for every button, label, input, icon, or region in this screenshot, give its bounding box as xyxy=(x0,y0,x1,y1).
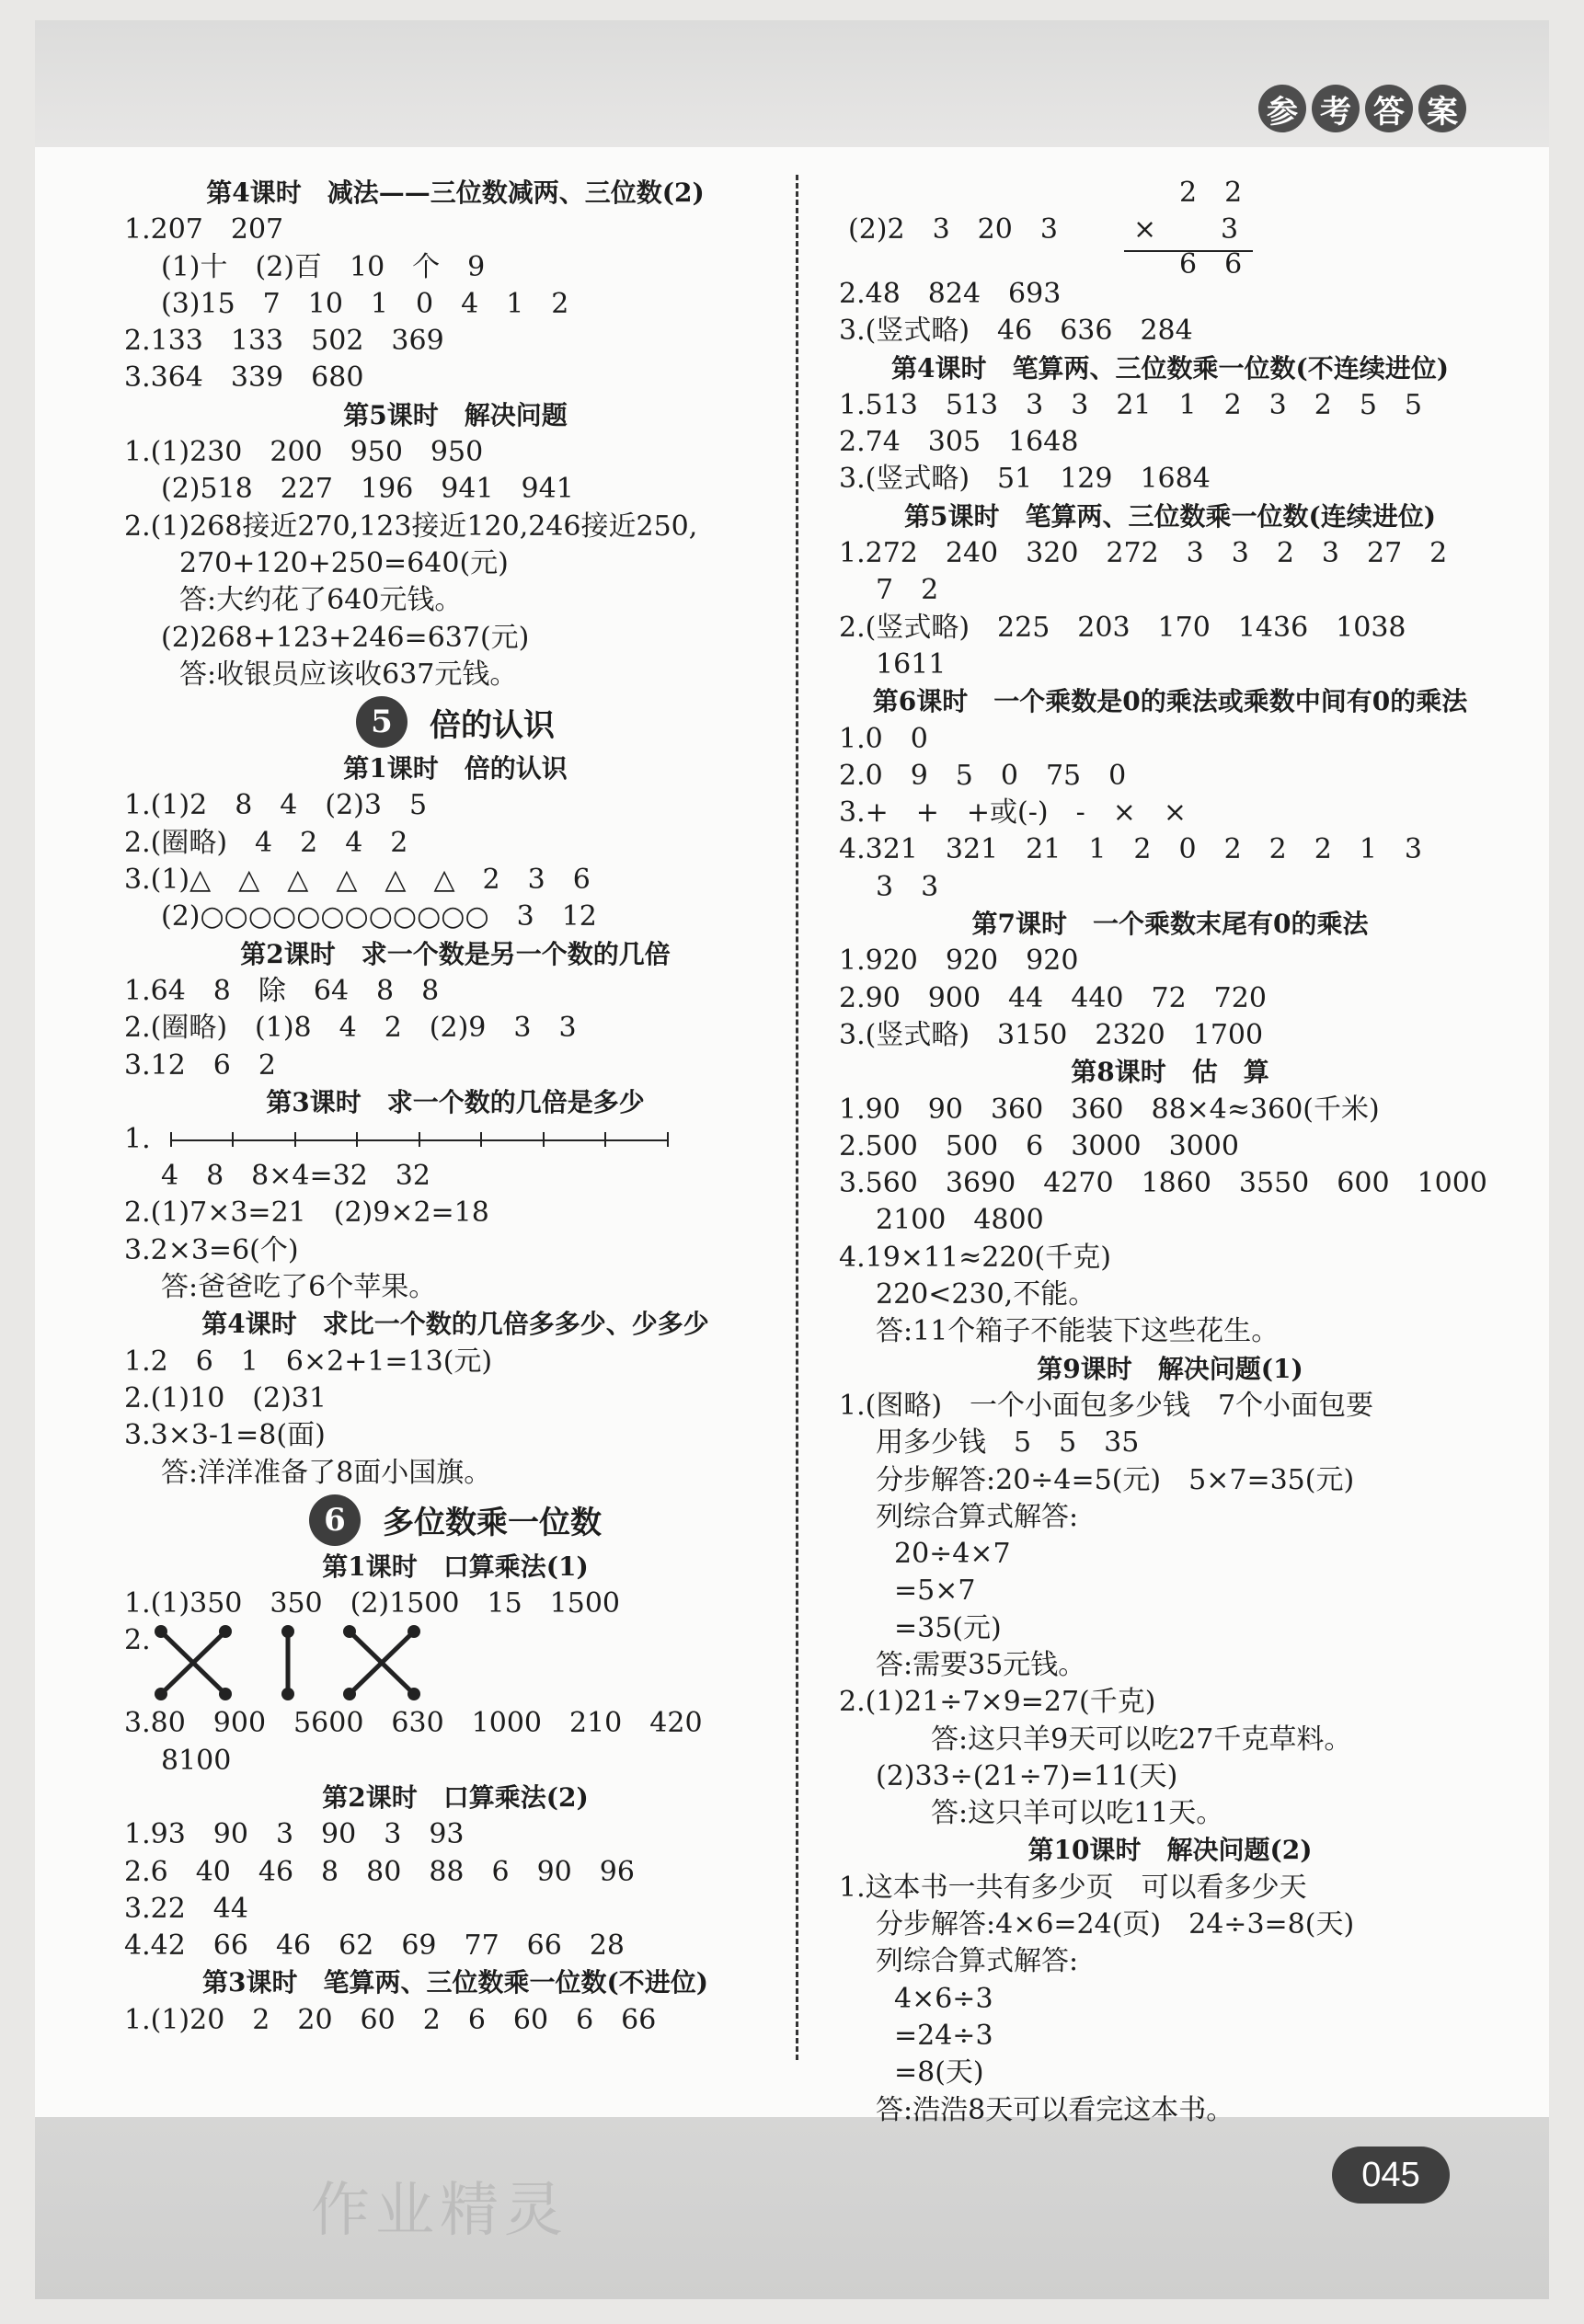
watermark: 作业精灵 xyxy=(311,2177,568,2245)
answer-line: 4 8 8×4=32 32 xyxy=(161,1160,430,1193)
number-line-tick xyxy=(543,1132,545,1147)
answer-line: 2.(1)10 (2)31 xyxy=(124,1381,327,1414)
number-line-tick xyxy=(170,1132,172,1147)
calc-top: 2 2 xyxy=(1179,177,1243,209)
calc-operator: × xyxy=(1133,213,1157,246)
answer-line: 3.22 44 xyxy=(124,1892,248,1925)
lesson-heading: 第4课时 减法——三位数减两、三位数(2) xyxy=(206,177,705,208)
answer-line: 2.0 9 5 0 75 0 xyxy=(839,759,1127,792)
answer-line: 1.0 0 xyxy=(839,722,928,755)
answer-line: 1.(1)2 8 4 (2)3 5 xyxy=(124,789,428,822)
answer-line: 2.90 900 44 440 72 720 xyxy=(839,981,1267,1014)
unit-title-5 xyxy=(124,693,786,750)
question-label: 1. xyxy=(124,1123,151,1156)
answer-line: 2.(1)268接近270,123接近120,246接近250, xyxy=(124,509,698,543)
answer-line: (2)33÷(21÷7)=11(天) xyxy=(876,1759,1178,1792)
answer-line: 1.513 513 3 3 21 1 2 3 2 5 5 xyxy=(839,388,1423,421)
answer-line: (3)15 7 10 1 0 4 1 2 xyxy=(161,287,569,320)
answer-line: 1.920 920 920 xyxy=(839,944,1079,978)
answer-line: 分步解答:20÷4=5(元) 5×7=35(元) xyxy=(876,1463,1355,1496)
lesson-heading: 第9课时 解决问题(1) xyxy=(1037,1353,1303,1384)
answer-line: 答:收银员应该收637元钱。 xyxy=(179,658,518,691)
answer-line: 2.133 133 502 369 xyxy=(124,325,444,358)
answer-line: =24÷3 xyxy=(894,2019,993,2052)
answer-line: 1.2 6 1 6×2+1=13(元) xyxy=(124,1345,493,1378)
answer-line: 1.(1)20 2 20 60 2 6 60 6 66 xyxy=(124,2003,657,2036)
answer-badge xyxy=(1258,85,1466,132)
answer-line: 答:这只羊9天可以吃27千克草料。 xyxy=(876,1723,1352,1756)
question-label: 2. xyxy=(124,1624,151,1657)
answer-line: 列综合算式解答: xyxy=(876,1500,1079,1533)
unit-title-text: 倍的认识 xyxy=(430,706,555,744)
answer-line: 220<230,不能。 xyxy=(876,1278,1096,1311)
calc-result: 6 6 xyxy=(1179,248,1243,280)
answer-line: 7 2 xyxy=(876,574,939,607)
answer-line: 2.(竖式略) 225 203 170 1436 1038 xyxy=(839,611,1406,644)
calc-prefix: (2)2 3 20 3 xyxy=(848,213,1058,246)
number-line-tick xyxy=(480,1132,482,1147)
answer-line: 答:洋洋准备了8面小国旗。 xyxy=(161,1456,492,1489)
lesson-heading: 第4课时 求比一个数的几倍多多少、少多少 xyxy=(201,1309,709,1340)
answer-line: 1.90 90 360 360 88×4≈360(千米) xyxy=(839,1093,1380,1126)
answer-line: 2.500 500 6 3000 3000 xyxy=(839,1129,1239,1162)
answer-line: 3.80 900 5600 630 1000 210 420 xyxy=(124,1707,703,1740)
lesson-heading: 第5课时 笔算两、三位数乘一位数(连续进位) xyxy=(904,500,1436,532)
answer-line: 3.560 3690 4270 1860 3550 600 1000 xyxy=(839,1167,1487,1200)
answer-line: 3.(竖式略) 46 636 284 xyxy=(839,315,1193,348)
answer-line: 2.74 305 1648 xyxy=(839,426,1079,459)
answer-line: 分步解答:4×6=24(页) 24÷3=8(天) xyxy=(876,1908,1355,1941)
answer-line: 3.(1)△ △ △ △ △ △ 2 3 6 xyxy=(124,864,591,897)
unit-title-6 xyxy=(124,1492,786,1549)
answer-line: 3.3×3-1=8(面) xyxy=(124,1419,326,1452)
answer-line: 1.272 240 320 272 3 3 2 3 27 2 xyxy=(839,537,1448,570)
answer-line: 1611 xyxy=(876,647,947,681)
answer-line: 答:这只羊可以吃11天。 xyxy=(876,1797,1224,1830)
answer-line: 2.(1)7×3=21 (2)9×2=18 xyxy=(124,1196,489,1230)
header-band xyxy=(35,20,1549,147)
answer-line: 3.12 6 2 xyxy=(124,1048,276,1082)
answer-line: (2)○○○○○○○○○○○○ 3 12 xyxy=(161,900,597,933)
lesson-heading: 第2课时 口算乘法(2) xyxy=(322,1781,589,1813)
number-line-tick xyxy=(667,1132,669,1147)
answer-line: 270+120+250=640(元) xyxy=(179,546,509,579)
number-line-tick xyxy=(294,1132,296,1147)
answer-line: 答:大约花了640元钱。 xyxy=(179,584,463,617)
answer-line: 1.207 207 xyxy=(124,213,284,246)
answer-line: 答:浩浩8天可以看完这本书。 xyxy=(876,2093,1234,2126)
footer-band xyxy=(35,2117,1549,2299)
lesson-heading: 第2课时 求一个数是另一个数的几倍 xyxy=(240,938,671,969)
answer-line: 答:爸爸吃了6个苹果。 xyxy=(161,1271,437,1304)
answer-line: (2)518 227 196 941 941 xyxy=(161,473,574,506)
lesson-heading: 第7课时 一个乘数末尾有0的乘法 xyxy=(971,909,1369,940)
answer-line: 2100 4800 xyxy=(876,1204,1044,1237)
answer-line: =35(元) xyxy=(894,1611,1002,1644)
unit-number-badge: 5 xyxy=(356,696,407,748)
number-line xyxy=(124,1121,786,1158)
answer-line: 4×6÷3 xyxy=(894,1982,993,2015)
number-line-tick xyxy=(232,1132,234,1147)
answer-line: 用多少钱 5 5 35 xyxy=(876,1426,1140,1460)
answer-line: 1.93 90 3 90 3 93 xyxy=(124,1818,465,1851)
badge-char: 参 xyxy=(1258,85,1306,132)
lesson-heading: 第3课时 求一个数的几倍是多少 xyxy=(266,1086,645,1117)
answer-line: 3.(竖式略) 3150 2320 1700 xyxy=(839,1018,1264,1051)
answer-line: =8(天) xyxy=(894,2056,984,2089)
answer-line: 答:需要35元钱。 xyxy=(876,1648,1086,1681)
vertical-calculation xyxy=(839,175,1501,280)
answer-line: 4.19×11≈220(千克) xyxy=(839,1241,1111,1274)
unit-title-text: 多位数乘一位数 xyxy=(383,1505,602,1542)
answer-line: 2.(1)21÷7×9=27(千克) xyxy=(839,1686,1156,1719)
answer-line: 答:11个箱子不能装下这些花生。 xyxy=(876,1315,1280,1348)
lesson-heading: 第1课时 倍的认识 xyxy=(343,753,568,784)
answer-line: (2)268+123+246=637(元) xyxy=(161,621,530,654)
lesson-heading: 第5课时 解决问题 xyxy=(343,399,568,430)
badge-char: 答 xyxy=(1365,85,1413,132)
answer-line: 列综合算式解答: xyxy=(876,1945,1079,1978)
answer-line: 3.2×3=6(个) xyxy=(124,1233,299,1266)
answer-line: (1)十 (2)百 10 个 9 xyxy=(161,250,486,283)
answer-line: 1.这本书一共有多少页 可以看多少天 xyxy=(839,1871,1307,1904)
lesson-heading: 第3课时 笔算两、三位数乘一位数(不进位) xyxy=(202,1967,708,1998)
answer-line: 1.64 8 除 64 8 8 xyxy=(124,974,440,1007)
lesson-heading: 第4课时 笔算两、三位数乘一位数(不连续进位) xyxy=(891,352,1449,384)
lesson-heading: 第6课时 一个乘数是0的乘法或乘数中间有0的乘法 xyxy=(872,686,1468,717)
answer-line: 3.+ + +或(-) - × × xyxy=(839,796,1187,830)
lesson-heading: 第10课时 解决问题(2) xyxy=(1027,1835,1313,1866)
answer-line: 3 3 xyxy=(876,870,939,903)
right-column xyxy=(839,175,1501,2129)
lesson-heading: 第8课时 估 算 xyxy=(1071,1057,1269,1088)
lesson-heading: 第1课时 口算乘法(1) xyxy=(322,1551,589,1582)
answer-line: 1.(1)350 350 (2)1500 15 1500 xyxy=(124,1587,621,1620)
answer-line: =5×7 xyxy=(894,1574,976,1608)
number-line-tick xyxy=(604,1132,606,1147)
number-line-tick xyxy=(419,1132,420,1147)
answer-line: 2.(圈略) (1)8 4 2 (2)9 3 3 xyxy=(124,1012,577,1045)
answer-line: 4.321 321 21 1 2 0 2 2 2 1 3 xyxy=(839,833,1423,866)
answer-line: 3.364 339 680 xyxy=(124,361,364,395)
answer-line: 1.(图略) 一个小面包多少钱 7个小面包要 xyxy=(839,1389,1374,1422)
answer-line: 2.(圈略) 4 2 4 2 xyxy=(124,826,408,859)
answer-line: 2.6 40 46 8 80 88 6 90 96 xyxy=(124,1855,635,1888)
calc-multiplier: 3 xyxy=(1221,213,1239,246)
matching-diagram xyxy=(124,1622,786,1705)
left-column xyxy=(124,175,786,2039)
answer-line: 1.(1)230 200 950 950 xyxy=(124,436,484,469)
answer-line: 2.48 824 693 xyxy=(839,278,1062,310)
column-divider xyxy=(796,175,798,2060)
unit-number-badge: 6 xyxy=(309,1494,361,1546)
badge-char: 案 xyxy=(1418,85,1466,132)
number-line-tick xyxy=(356,1132,358,1147)
badge-char: 考 xyxy=(1312,85,1360,132)
answer-line: 8100 xyxy=(161,1744,232,1777)
answer-line: 20÷4×7 xyxy=(894,1538,1011,1571)
page-number: 045 xyxy=(1332,2147,1450,2204)
matching-lines xyxy=(152,1622,428,1705)
answer-line: 3.(竖式略) 51 129 1684 xyxy=(839,463,1211,496)
answer-line: 4.42 66 46 62 69 77 66 28 xyxy=(124,1929,626,1963)
